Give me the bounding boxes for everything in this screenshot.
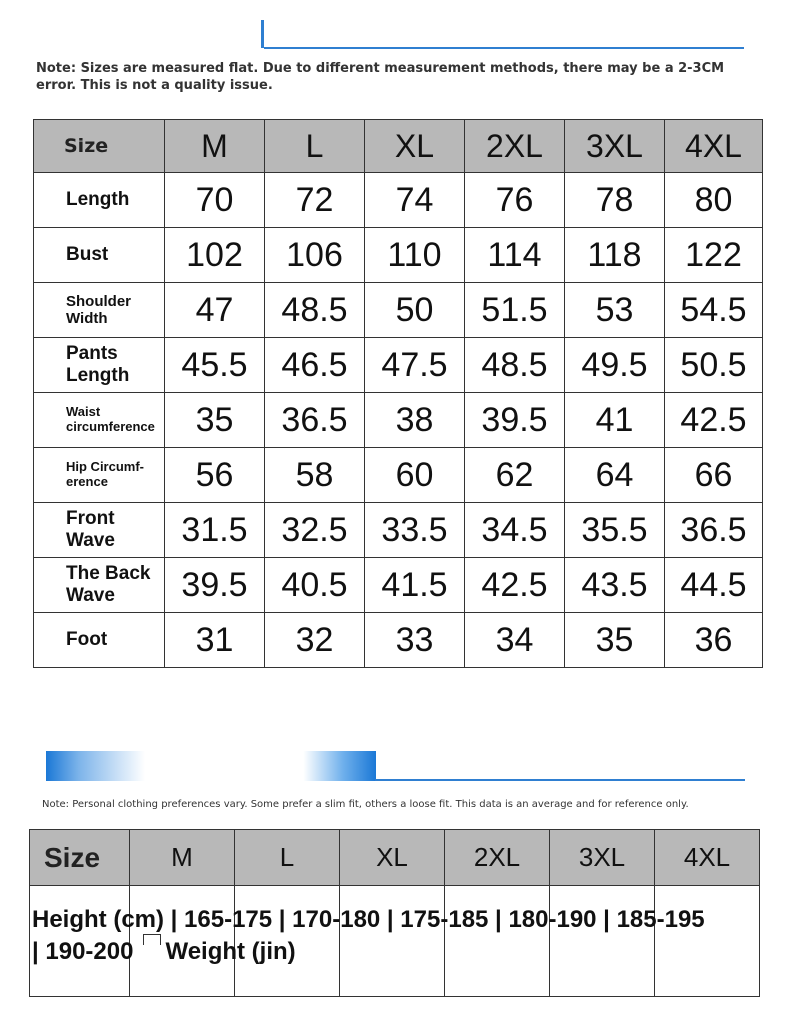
header-rule (375, 779, 745, 781)
table-cell: 48.5 (465, 338, 565, 393)
row-label-back-wave: The Back Wave (34, 558, 165, 613)
table-cell: 118 (565, 228, 665, 283)
table-cell: 32 (265, 613, 365, 668)
size-col-2xl: 2XL (465, 120, 565, 173)
row-label-shoulder-width: Shoulder Width (34, 283, 165, 338)
table-cell: 70 (165, 173, 265, 228)
size-chart-table (33, 119, 763, 668)
table-cell: 44.5 (665, 558, 763, 613)
table-cell: 49.5 (565, 338, 665, 393)
table-cell: 40.5 (265, 558, 365, 613)
table-cell: 35 (165, 393, 265, 448)
table-cell: 102 (165, 228, 265, 283)
size-header-label: Size (34, 120, 165, 173)
table-cell: 41 (565, 393, 665, 448)
row-label-hip: Hip Circumf-erence (34, 448, 165, 503)
table-cell: 41.5 (365, 558, 465, 613)
table-cell: 54.5 (665, 283, 763, 338)
table-row (34, 448, 763, 503)
table-cell: 50 (365, 283, 465, 338)
row-label-length: Length (34, 173, 165, 228)
table-cell: 38 (365, 393, 465, 448)
row-label-front-wave: Front Wave (34, 503, 165, 558)
row-label-foot: Foot (34, 613, 165, 668)
table-cell: 64 (565, 448, 665, 503)
table-cell: 39.5 (465, 393, 565, 448)
table-cell: 58 (265, 448, 365, 503)
table-cell: 43.5 (565, 558, 665, 613)
table-cell: 31.5 (165, 503, 265, 558)
row-label-waist: Waist circumference (34, 393, 165, 448)
table-cell: 51.5 (465, 283, 565, 338)
table-cell: 31 (165, 613, 265, 668)
size-header-row (34, 120, 763, 173)
size-col-xl: XL (365, 120, 465, 173)
header-rule (264, 47, 744, 49)
table-cell: 34.5 (465, 503, 565, 558)
table-cell: 66 (665, 448, 763, 503)
table-cell: 80 (665, 173, 763, 228)
size-col-l: L (235, 830, 340, 886)
table-cell: 35.5 (565, 503, 665, 558)
table-cell: 114 (465, 228, 565, 283)
table-row (34, 228, 763, 283)
table-cell: 33.5 (365, 503, 465, 558)
table-cell: 42.5 (465, 558, 565, 613)
size-col-m: M (130, 830, 235, 886)
size-col-m: M (165, 120, 265, 173)
table-cell: 36.5 (265, 393, 365, 448)
table-cell: 39.5 (165, 558, 265, 613)
table-row (34, 338, 763, 393)
table-cell: 47.5 (365, 338, 465, 393)
weight-label: Weight (jin) (165, 938, 296, 965)
table-row (34, 613, 763, 668)
height-ranges: Height (cm) | 165-175 | 170-180 | 175-185 | 180-190 | 185-195 (32, 906, 705, 933)
header-tab (46, 751, 376, 781)
size-col-4xl: 4XL (665, 120, 763, 173)
measurement-note: Note: Sizes are measured flat. Due to different measurement methods, there may be a 2-3CM error. This is not a quality issue. (36, 61, 725, 93)
table-row (34, 503, 763, 558)
table-row (34, 283, 763, 338)
size-chart-header (0, 10, 790, 50)
table-cell: 78 (565, 173, 665, 228)
row-label-pants-length: Pants Length (34, 338, 165, 393)
size-col-l: L (265, 120, 365, 173)
table-cell: 47 (165, 283, 265, 338)
table-cell: 32.5 (265, 503, 365, 558)
size-col-3xl: 3XL (565, 120, 665, 173)
size-col-3xl: 3XL (550, 830, 655, 886)
table-cell: 48.5 (265, 283, 365, 338)
height-weight-text (32, 905, 762, 966)
fit-note: Note: Personal clothing preferences vary. Some prefer a slim fit, others a loose fit. This data is an average and for reference only. (42, 799, 689, 810)
row-label-bust: Bust (34, 228, 165, 283)
bracket-glyph (143, 934, 161, 945)
table-cell: 53 (565, 283, 665, 338)
table-cell: 74 (365, 173, 465, 228)
size-col-2xl: 2XL (445, 830, 550, 886)
height-ranges-continued: | 190-200 (32, 938, 134, 965)
table-cell: 76 (465, 173, 565, 228)
table-cell: 36.5 (665, 503, 763, 558)
table-cell: 35 (565, 613, 665, 668)
table-cell: 56 (165, 448, 265, 503)
table-cell: 46.5 (265, 338, 365, 393)
table-cell: 72 (265, 173, 365, 228)
table-cell: 62 (465, 448, 565, 503)
size-header-label: Size (30, 830, 130, 886)
table-cell: 110 (365, 228, 465, 283)
table-cell: 60 (365, 448, 465, 503)
header-accent-bar (261, 20, 264, 48)
table-cell: 34 (465, 613, 565, 668)
table-row (34, 393, 763, 448)
table-cell: 45.5 (165, 338, 265, 393)
table-cell: 42.5 (665, 393, 763, 448)
size-col-xl: XL (340, 830, 445, 886)
table-cell: 33 (365, 613, 465, 668)
size-recommendation-header (0, 745, 790, 785)
size-header-row (30, 830, 760, 886)
size-col-4xl: 4XL (655, 830, 760, 886)
table-cell: 106 (265, 228, 365, 283)
table-row (34, 173, 763, 228)
table-row (34, 558, 763, 613)
table-cell: 122 (665, 228, 763, 283)
table-cell: 50.5 (665, 338, 763, 393)
table-cell: 36 (665, 613, 763, 668)
